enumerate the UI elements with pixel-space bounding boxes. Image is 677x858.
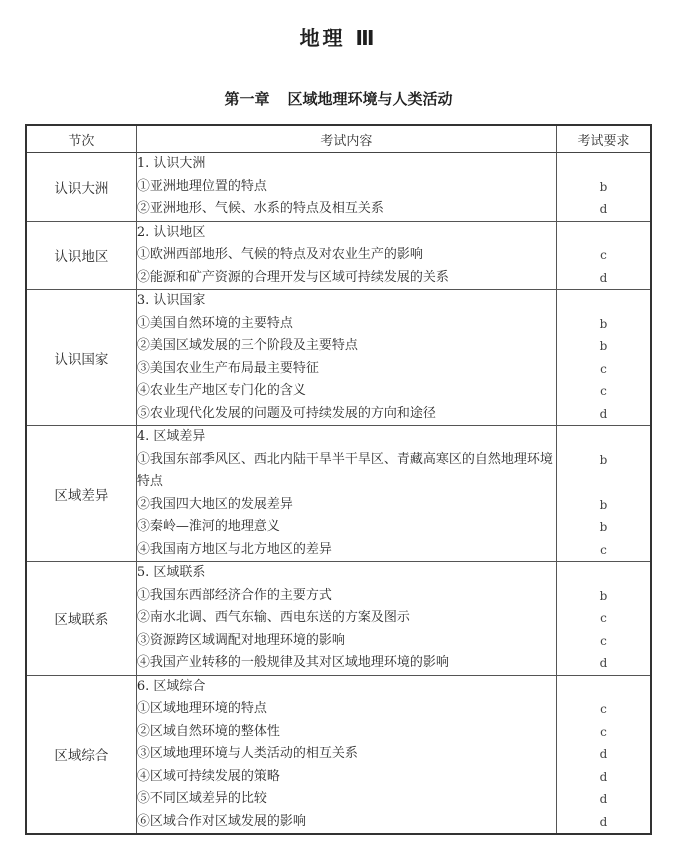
section-heading: 4. 区域差异 bbox=[136, 429, 206, 444]
exam-content-cell bbox=[136, 221, 556, 290]
syllabus-table bbox=[25, 124, 652, 835]
header-content: 考试内容 bbox=[136, 125, 556, 153]
content-item: ①美国自然环境的主要特点 bbox=[136, 315, 293, 331]
content-item: ③秦岭—淮河的地理意义 bbox=[136, 519, 280, 534]
chapter-number: 第一章 bbox=[224, 90, 270, 108]
content-item: ①我国东部季风区、西北内陆干旱半干旱区、青藏高寒区的自然地理环境特点 bbox=[136, 451, 553, 489]
content-item: ②能源和矿产资源的合理开发与区域可持续发展的关系 bbox=[136, 269, 449, 285]
requirement-level: c bbox=[600, 248, 607, 262]
section-name: 区域综合 bbox=[26, 675, 136, 834]
content-item: ④区域可持续发展的策略 bbox=[136, 768, 280, 784]
content-item: ⑥区域合作对区域发展的影响 bbox=[136, 813, 306, 829]
exam-requirement-cell bbox=[557, 426, 651, 562]
content-item: ④农业生产地区专门化的含义 bbox=[136, 383, 306, 398]
chapter-name: 区域地理环境与人类活动 bbox=[287, 90, 453, 108]
exam-requirement-cell bbox=[557, 221, 651, 290]
exam-content-cell bbox=[136, 426, 556, 562]
content-item: ②亚洲地形、气候、水系的特点及相互关系 bbox=[136, 201, 384, 216]
content-item: ④我国南方地区与北方地区的差异 bbox=[136, 541, 332, 557]
table-header-row bbox=[26, 125, 651, 153]
requirement-level: d bbox=[599, 406, 608, 421]
table-row bbox=[26, 562, 651, 676]
requirement-level: b bbox=[599, 588, 608, 603]
table-row bbox=[26, 153, 651, 222]
content-item: ①欧洲西部地形、气候的特点及对农业生产的影响 bbox=[136, 247, 423, 262]
section-heading: 3. 认识国家 bbox=[136, 293, 206, 308]
requirement-level: c bbox=[600, 611, 607, 625]
content-item: ⑤农业现代化发展的问题及可持续发展的方向和途径 bbox=[136, 405, 436, 421]
content-item: ①我国东西部经济合作的主要方式 bbox=[136, 587, 332, 603]
content-item: ②南水北调、西气东输、西电东送的方案及图示 bbox=[136, 610, 410, 625]
requirement-level: c bbox=[600, 542, 607, 557]
requirement-level: b bbox=[599, 452, 608, 467]
requirement-level: b bbox=[599, 339, 608, 353]
section-heading: 2. 认识地区 bbox=[136, 224, 206, 240]
content-item: ②区域自然环境的整体性 bbox=[136, 723, 280, 739]
requirement-level: b bbox=[599, 179, 608, 194]
requirement-level: b bbox=[599, 520, 608, 534]
page-title: 地理 Ⅲ bbox=[299, 26, 378, 50]
content-item: ①亚洲地理位置的特点 bbox=[136, 178, 267, 194]
section-name: 认识国家 bbox=[26, 290, 136, 426]
requirement-level: d bbox=[599, 769, 608, 784]
table-row bbox=[26, 290, 651, 426]
section-name: 区域差异 bbox=[26, 426, 136, 562]
exam-requirement-cell bbox=[557, 562, 651, 676]
header-requirement: 考试要求 bbox=[557, 125, 651, 153]
chapter-title bbox=[0, 88, 677, 109]
table-row bbox=[26, 675, 651, 834]
exam-content-cell bbox=[136, 290, 556, 426]
content-item: ⑤不同区域差异的比较 bbox=[136, 791, 267, 806]
content-item: ②美国区域发展的三个阶段及主要特点 bbox=[136, 338, 358, 353]
requirement-level: d bbox=[599, 747, 608, 761]
requirement-level: d bbox=[599, 814, 608, 829]
content-item: ④我国产业转移的一般规律及其对区域地理环境的影响 bbox=[136, 655, 449, 670]
exam-content-cell bbox=[136, 562, 556, 676]
header-section: 节次 bbox=[26, 125, 136, 153]
requirement-level: c bbox=[600, 361, 607, 376]
content-item: ③区域地理环境与人类活动的相互关系 bbox=[136, 746, 358, 761]
exam-requirement-cell bbox=[557, 290, 651, 426]
content-item: ①区域地理环境的特点 bbox=[136, 701, 267, 716]
requirement-level: c bbox=[600, 633, 607, 648]
exam-requirement-cell bbox=[557, 675, 651, 834]
requirement-level: d bbox=[599, 202, 608, 216]
section-heading: 6. 区域综合 bbox=[136, 678, 206, 694]
requirement-level: d bbox=[599, 792, 608, 806]
requirement-level: d bbox=[599, 270, 608, 285]
content-item: ③资源跨区域调配对地理环境的影响 bbox=[136, 632, 345, 648]
exam-content-cell bbox=[136, 153, 556, 222]
requirement-level: d bbox=[599, 656, 608, 670]
content-item: ③美国农业生产布局最主要特征 bbox=[136, 360, 319, 376]
requirement-level: c bbox=[600, 702, 607, 716]
content-item: ②我国四大地区的发展差异 bbox=[136, 496, 293, 512]
section-name: 认识地区 bbox=[26, 221, 136, 290]
exam-requirement-cell bbox=[557, 153, 651, 222]
section-heading: 5. 区域联系 bbox=[136, 565, 206, 580]
table-row bbox=[26, 221, 651, 290]
table-row bbox=[26, 426, 651, 562]
requirement-level: b bbox=[599, 497, 608, 512]
requirement-level: c bbox=[600, 384, 607, 398]
requirement-level: c bbox=[600, 724, 607, 739]
section-name: 认识大洲 bbox=[26, 153, 136, 222]
exam-content-cell bbox=[136, 675, 556, 834]
section-name: 区域联系 bbox=[26, 562, 136, 676]
requirement-level: b bbox=[599, 316, 608, 331]
section-heading: 1. 认识大洲 bbox=[136, 156, 206, 171]
